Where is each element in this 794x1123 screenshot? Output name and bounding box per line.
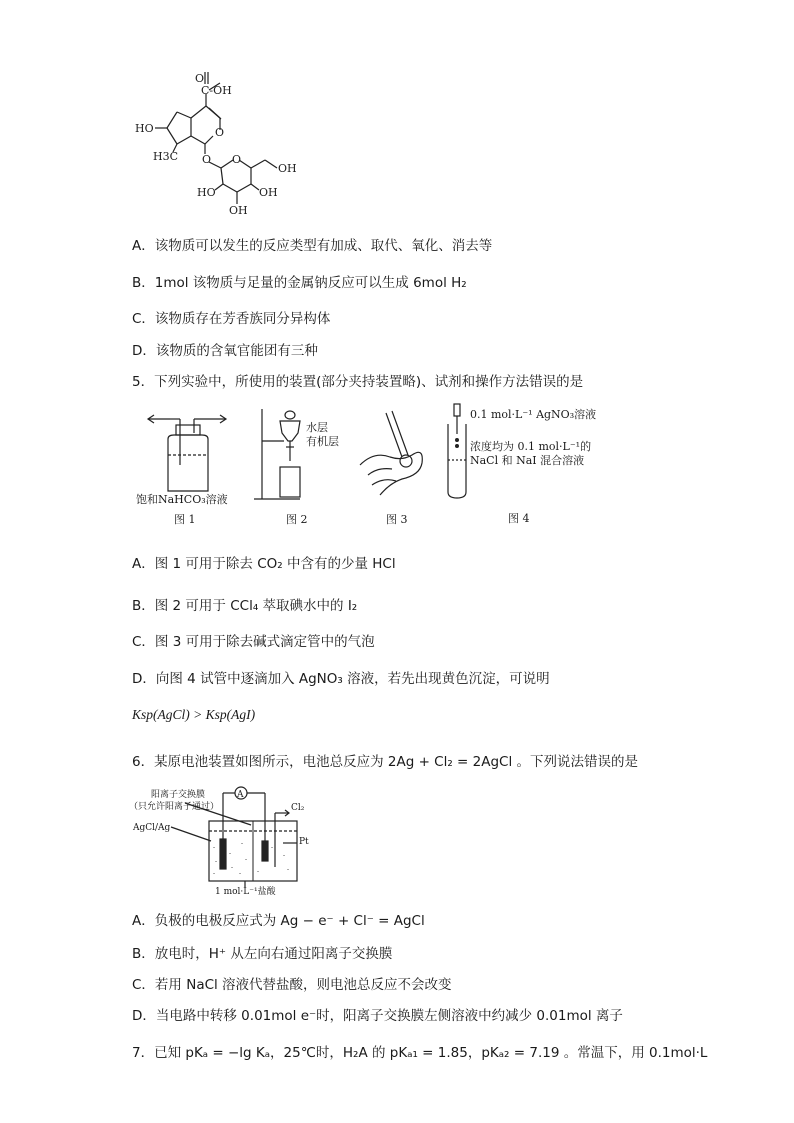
electrode-pt: Pt bbox=[299, 837, 309, 847]
figure-2-drawing bbox=[250, 405, 350, 505]
battery-figure bbox=[125, 783, 315, 898]
q7-stem: 7．已知 pKₐ = −lg Kₐ，25℃时，H₂A 的 pKₐ₁ = 1.85，pKₐ₂ = 7.19 。常温下，用 0.1mol·L bbox=[132, 1045, 708, 1061]
q6-option-c: C．若用 NaCl 溶液代替盐酸，则电池总反应不会改变 bbox=[132, 977, 452, 993]
q5-option-a: A．图 1 可用于除去 CO₂ 中含有的少量 HCl bbox=[132, 556, 396, 572]
figure-4-conc-label: 浓度均为 0.1 mol·L⁻¹的 bbox=[470, 440, 592, 453]
membrane-label: 阳离子交换膜 bbox=[151, 790, 206, 800]
svg-text:-: - bbox=[213, 844, 216, 851]
molecule-drawing bbox=[125, 66, 305, 216]
svg-text:-: - bbox=[239, 870, 242, 877]
svg-text:-: - bbox=[271, 844, 274, 851]
svg-text:-: - bbox=[241, 840, 244, 847]
molecule-structure bbox=[125, 66, 305, 216]
figure-3-caption: 图 3 bbox=[386, 513, 408, 526]
svg-text:-: - bbox=[257, 868, 260, 875]
figure-4-agno3-label: 0.1 mol·L⁻¹ AgNO₃溶液 bbox=[470, 408, 597, 421]
svg-text:-: - bbox=[283, 852, 286, 859]
q5-option-b: B．图 2 可用于 CCl₄ 萃取碘水中的 I₂ bbox=[132, 598, 358, 614]
atom-oh-sugar-2: OH bbox=[259, 186, 278, 199]
q6-option-d: D．当电路中转移 0.01mol e⁻时，阳离子交换膜左侧溶液中约减少 0.01mol 离子 bbox=[132, 1008, 623, 1024]
figure-2-water-layer: 水层 bbox=[306, 421, 328, 434]
q6-option-a: A．负极的电极反应式为 Ag − e⁻ + Cl⁻ = AgCl bbox=[132, 913, 425, 929]
figure-1-label: 饱和NaHCO₃溶液 bbox=[136, 493, 228, 506]
atom-ho-sugar: HO bbox=[197, 186, 216, 199]
atom-ho-left: HO bbox=[135, 122, 154, 135]
figure-2-caption: 图 2 bbox=[286, 513, 308, 526]
figure-4-mix-label: NaCl 和 NaI 混合溶液 bbox=[470, 454, 585, 467]
figure-2-organic-layer: 有机层 bbox=[306, 435, 339, 448]
svg-text:-: - bbox=[231, 864, 234, 871]
figure-1-caption: 图 1 bbox=[174, 513, 196, 526]
figure-2 bbox=[250, 405, 350, 525]
figure-1-drawing bbox=[140, 405, 240, 505]
membrane-note: （只允许阳离子通过） bbox=[129, 802, 220, 812]
svg-text:-: - bbox=[287, 866, 290, 873]
atom-cooh: C-OH bbox=[201, 84, 232, 97]
chlorine-gas-label: Cl₂ bbox=[291, 803, 305, 813]
solution-label: 1 mol·L⁻¹盐酸 bbox=[215, 887, 276, 897]
ammeter-symbol: A bbox=[237, 790, 244, 800]
svg-text:-: - bbox=[229, 850, 232, 857]
atom-oh-ch2: OH bbox=[278, 162, 297, 175]
q4-option-a: A．该物质可以发生的反应类型有加成、取代、氧化、消去等 bbox=[132, 238, 493, 254]
q5-option-c: C．图 3 可用于除去碱式滴定管中的气泡 bbox=[132, 634, 375, 650]
q4-option-c: C．该物质存在芳香族同分异构体 bbox=[132, 311, 331, 327]
q6-option-b: B．放电时，H⁺ 从左向右通过阳离子交换膜 bbox=[132, 946, 393, 962]
q5-stem: 5．下列实验中，所使用的装置(部分夹持装置略)、试剂和操作方法错误的是 bbox=[132, 374, 584, 390]
q4-option-b: B．1mol 该物质与足量的金属钠反应可以生成 6mol H₂ bbox=[132, 275, 467, 291]
figure-4 bbox=[440, 400, 630, 530]
svg-text:-: - bbox=[245, 856, 248, 863]
q4-option-d: D．该物质的含氧官能团有三种 bbox=[132, 343, 318, 359]
atom-carbonyl-o: O bbox=[195, 72, 205, 85]
svg-text:-: - bbox=[213, 870, 216, 877]
atom-h3c: H3C bbox=[153, 150, 179, 163]
atom-sugar-o: O bbox=[232, 153, 242, 166]
figure-1 bbox=[136, 405, 240, 526]
figure-4-caption: 图 4 bbox=[508, 512, 530, 525]
atom-ring-o: O bbox=[215, 126, 225, 139]
figure-3-drawing bbox=[350, 405, 440, 505]
electrode-agcl-ag: AgCl/Ag bbox=[133, 823, 171, 833]
q5-option-d-formula: Ksp(AgCl) > Ksp(AgI) bbox=[132, 707, 256, 722]
atom-link-o: O bbox=[202, 153, 212, 166]
q5-option-d: D．向图 4 试管中逐滴加入 AgNO₃ 溶液，若先出现黄色沉淀，可说明 bbox=[132, 671, 550, 687]
atom-oh-sugar-1: OH bbox=[229, 204, 248, 216]
figure-3 bbox=[350, 405, 440, 525]
q6-stem: 6．某原电池装置如图所示，电池总反应为 2Ag + Cl₂ = 2AgCl 。下列说法错误的是 bbox=[132, 754, 639, 770]
svg-text:-: - bbox=[215, 858, 218, 865]
